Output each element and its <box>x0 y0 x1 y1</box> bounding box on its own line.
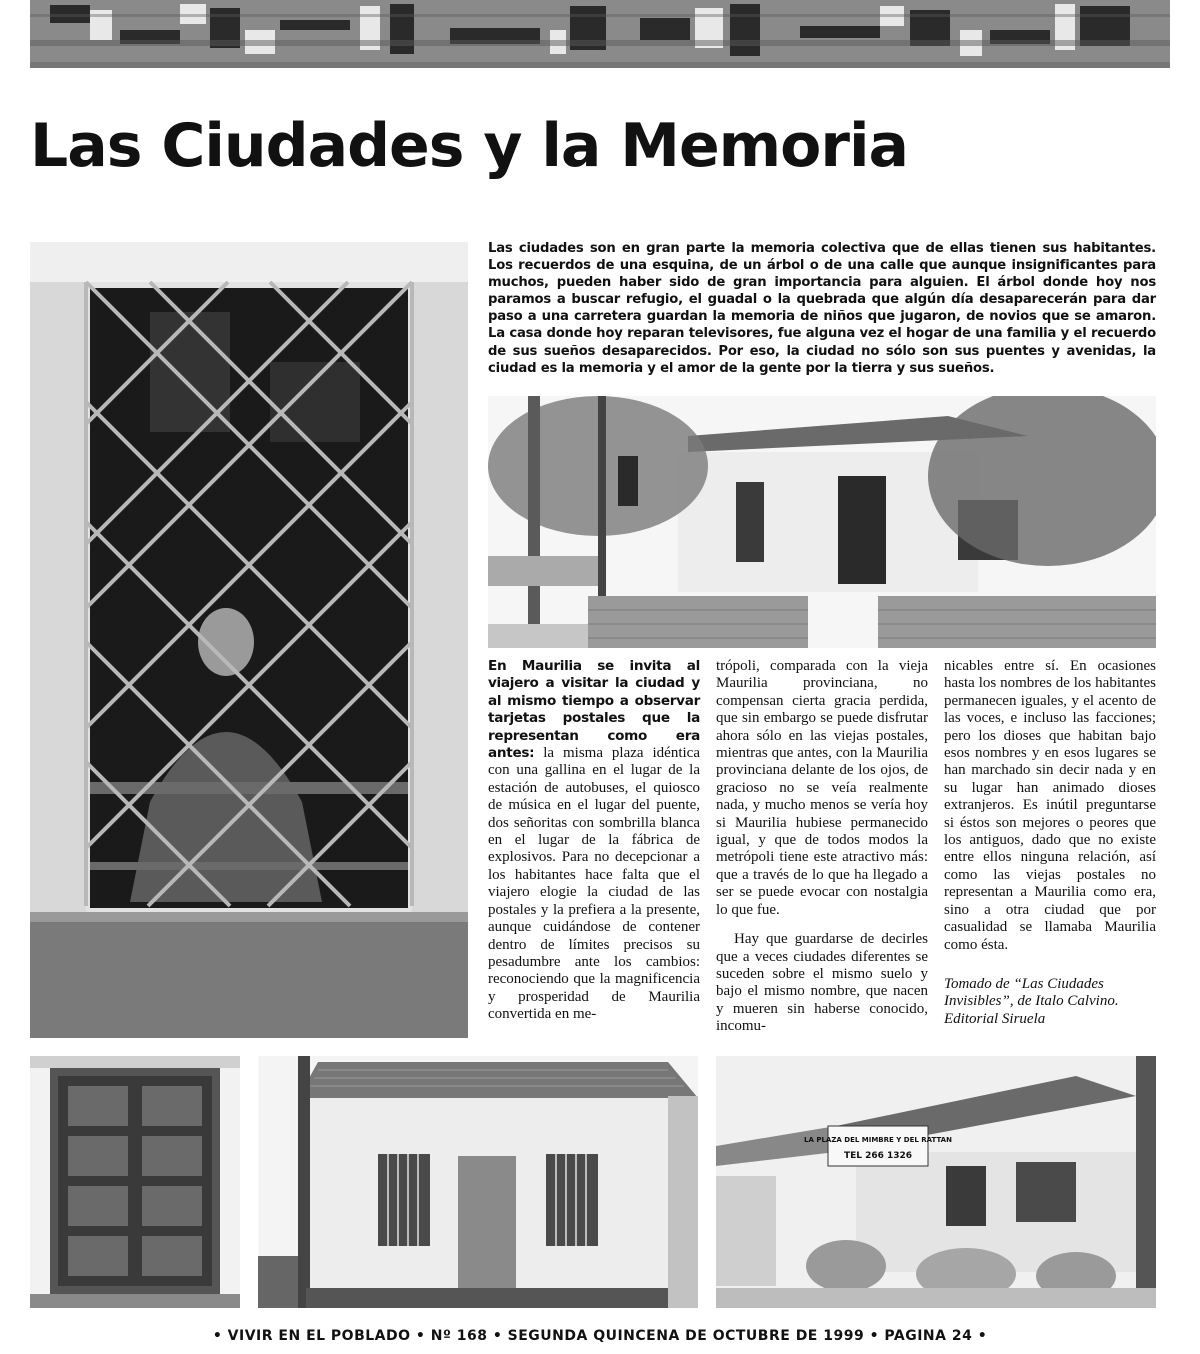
photo-wicker-furniture-shop <box>716 1056 1156 1308</box>
photo-wooden-door <box>30 1056 240 1308</box>
intro-paragraph: Las ciudades son en gran parte la memoria colectiva que de ellas tienen sus habitantes. Los recuerdos de una esquina, de un árbol o de una calle que aunque insignificantes para muchos, pueden haber sido de gran importancia para alguien. El árbol donde hoy nos paramos a buscar refugio, el guadal o la quebrada que algún día desaparecerán para dar paso a una carretera guardan la memoria de niños que jugaron, de novios que se amaron. La casa donde hoy reparan televisores, fue alguna vez el hogar de una familia y el recuerdo de sus sueños desaparecidos. Por eso, la ciudad no sólo son sus puentes y avenidas, la ciudad es la memoria y el amor de la gente por la tierra y sus sueños. <box>488 241 1156 376</box>
article-column-1 <box>488 658 700 1024</box>
page-title: Las Ciudades y la Memoria <box>30 111 909 181</box>
photo-window-grille <box>30 242 468 1038</box>
article-col2-paragraph-1: trópoli, comparada con la vieja Maurilia provinciana, no compensan cierta gracia perdida, que sin embargo se puede disfrutar ahora sólo en las viejas postales, mientras que antes, con la Maurilia provinciana delante de los ojos, de gracioso no se veía realmente nada, y mucho menos se vería hoy si Maurilia hubiese permanecido igual, y que de todos modos la metrópoli tiene este atractivo más: que a través de lo que ha llegado a ser se puede evocar con nostalgia lo que fue. <box>716 658 928 918</box>
shop-sign-line-1: LA PLAZA DEL MIMBRE Y DEL RATTAN <box>804 1136 952 1144</box>
header-banner <box>30 0 1170 68</box>
article-column-2 <box>716 658 928 1036</box>
article-column-3 <box>944 658 1156 1028</box>
article-lead: En Maurilia se invita al viajero a visitar la ciudad y al mismo tiempo a observar tarjetas postales que la representan como era antes: <box>488 658 700 762</box>
article-col3-body: nicables entre sí. En ocasiones hasta los nombres de los habitantes permanecen iguales, y el acento de las voces, e incluso las facciones; pero los dioses que habitan bajo esos nombres y en esos lugares se han marchado sin decir nada y en su lugar han animado dioses extranjeros. Es inútil preguntarse si éstos son mejores o peores que los antiguos, dado que no existe entre ellos ninguna relación, así como las viejas postales no representan a Maurilia como era, sino a otra ciudad que por casualidad se llamaba Maurilia como ésta. <box>944 658 1156 953</box>
banner-image <box>30 0 1170 62</box>
shop-sign-line-2: TEL 266 1326 <box>843 1151 913 1161</box>
page-footer: • VIVIR EN EL POBLADO • Nº 168 • SEGUNDA QUINCENA DE OCTUBRE DE 1999 • PAGINA 24 • <box>212 1328 988 1344</box>
article-credit: Tomado de “Las Ciudades Invisibles”, de Italo Calvino. Editorial Siruela <box>944 975 1119 1027</box>
article-col2-paragraph-2: Hay que guardarse de decirles que a veces ciudades diferentes se suceden sobre el mismo suelo y bajo el mismo nombre, que nacen y mueren sin haberse conocido, incomu- <box>716 931 928 1035</box>
photo-house-street <box>488 396 1156 648</box>
article-col1-body: la misma plaza idéntica con una gallina en el lugar de la estación de autobuses, el quiosco de música en el lugar del puente, dos señoritas con sombrilla blanca en el lugar de la fábrica de explosivos. Para no decepcionar a los habitantes hace falta que el viajero elogie la ciudad de las postales y la prefiera a la presente, aunque cuidándose de contener dentro de límites precisos su pesadumbre ante los cambios: reconociendo que la magnificencia y prosperidad de Maurilia convertida en me- <box>488 745 700 1023</box>
photo-white-house-facade <box>258 1056 698 1308</box>
